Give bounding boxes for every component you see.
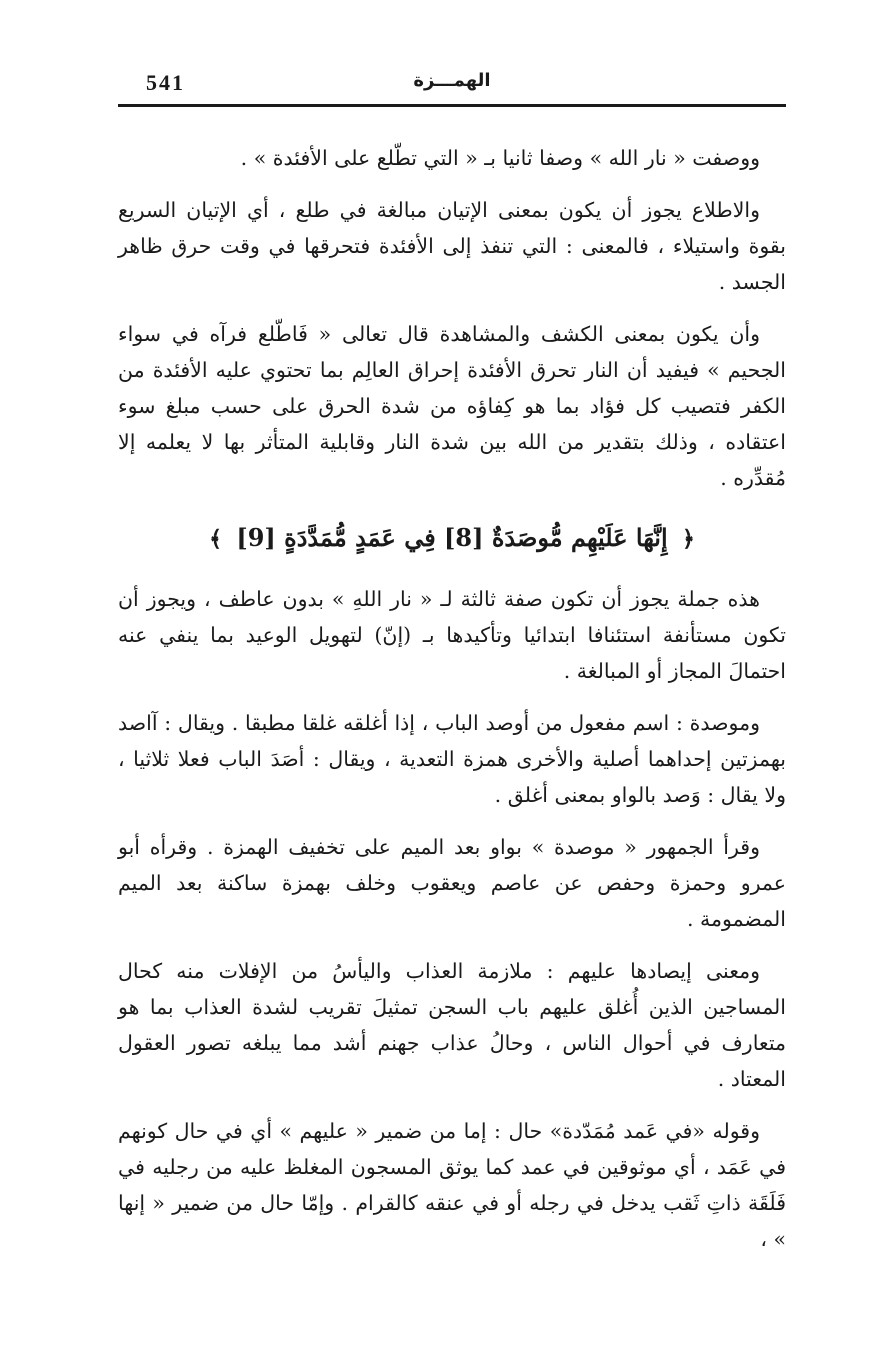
paragraph: والاطلاع يجوز أن يكون بمعنى الإتيان مبالغة في طلع ، أي الإتيان السريع بقوة واستيلاء ، فالمعنى : التي تنفذ إلى الأفئدة فتحرقها في وقت حرق ظاهر الجسد . xyxy=(118,198,786,294)
verse-open-bracket: ﴿ xyxy=(681,526,695,552)
page-number: 541 xyxy=(146,70,185,95)
verse-text: إِنَّهَا عَلَيْهِم مُّوصَدَةٌ [8] فِي عَمَدٍ مُّمَدَّدَةٍ [9] xyxy=(236,523,668,552)
paragraph: ووصفت « نار الله » وصفا ثانيا بـ « التي تطّلع على الأفئدة » . xyxy=(240,146,760,170)
page-header xyxy=(118,62,786,102)
paragraph: هذه جملة يجوز أن تكون صفة ثالثة لـ « نار اللهِ » بدون عاطف ، ويجوز أن تكون مستأنفة استئنافا ابتدائيا وتأكيدها بـ (إنّ) لتهويل الوعيد بما ينفي عنه احتمالَ المجاز أو المبالغة . xyxy=(118,587,786,683)
paragraph: وقوله «في عَمد مُمَدّدة» حال : إما من ضمير « عليهم » أي في حال كونهم في عَمَد ، أي موثوقين في عمد كما يوثق المسجون المغلظ عليه من رجليه في فَلَقَة ذاتِ ثَقب يدخل في رجله أو في عنقه كالقرام . وإمّا حال من ضمير « إنها » ، xyxy=(118,1119,786,1251)
verse-close-bracket: ﴾ xyxy=(209,526,222,552)
page-body xyxy=(118,140,786,1273)
running-title: الهمـــزة xyxy=(413,70,491,91)
paragraph: ومعنى إيصادها عليهم : ملازمة العذاب واليأسُ من الإفلات منه كحال المساجين الذين أُغلق عليهم باب السجن تمثيلَ تقريب لشدة العذاب بما هو متعارف في أحوال الناس ، وحالُ عذاب جهنم أشد مما يبلغه تصور العقول المعتاد . xyxy=(118,959,786,1091)
header-rule xyxy=(118,104,786,107)
quran-verse xyxy=(118,514,786,563)
paragraph: وأن يكون بمعنى الكشف والمشاهدة قال تعالى « فَاطّلع فرآه في سواء الجحيم » فيفيد أن النار تحرق الأفئدة إحراق العالِم بما تحتوي عليه الأفئدة من الكفر فتصيب كل فؤاد بما هو كِفاؤه من شدة الحرق على حسب مبلغ سوء اعتقاده ، وذلك بتقدير من الله بين شدة النار وقابلية المتأثر بها لا يعلمه إلا مُقدِّره . xyxy=(118,322,786,490)
paragraph: وقرأ الجمهور « موصدة » بواو بعد الميم على تخفيف الهمزة . وقرأه أبو عمرو وحمزة وحفص عن عاصم ويعقوب وخلف بهمزة ساكنة بعد الميم المضمومة . xyxy=(118,835,786,931)
paragraph: وموصدة : اسم مفعول من أوصد الباب ، إذا أغلقه غلقا مطبقا . ويقال : آاصد بهمزتين إحداهما أصلية والأخرى همزة التعدية ، ويقال : أصَدَ الباب فعلا ثلاثيا ، ولا يقال : وَصد بالواو بمعنى أغلق . xyxy=(118,711,786,807)
